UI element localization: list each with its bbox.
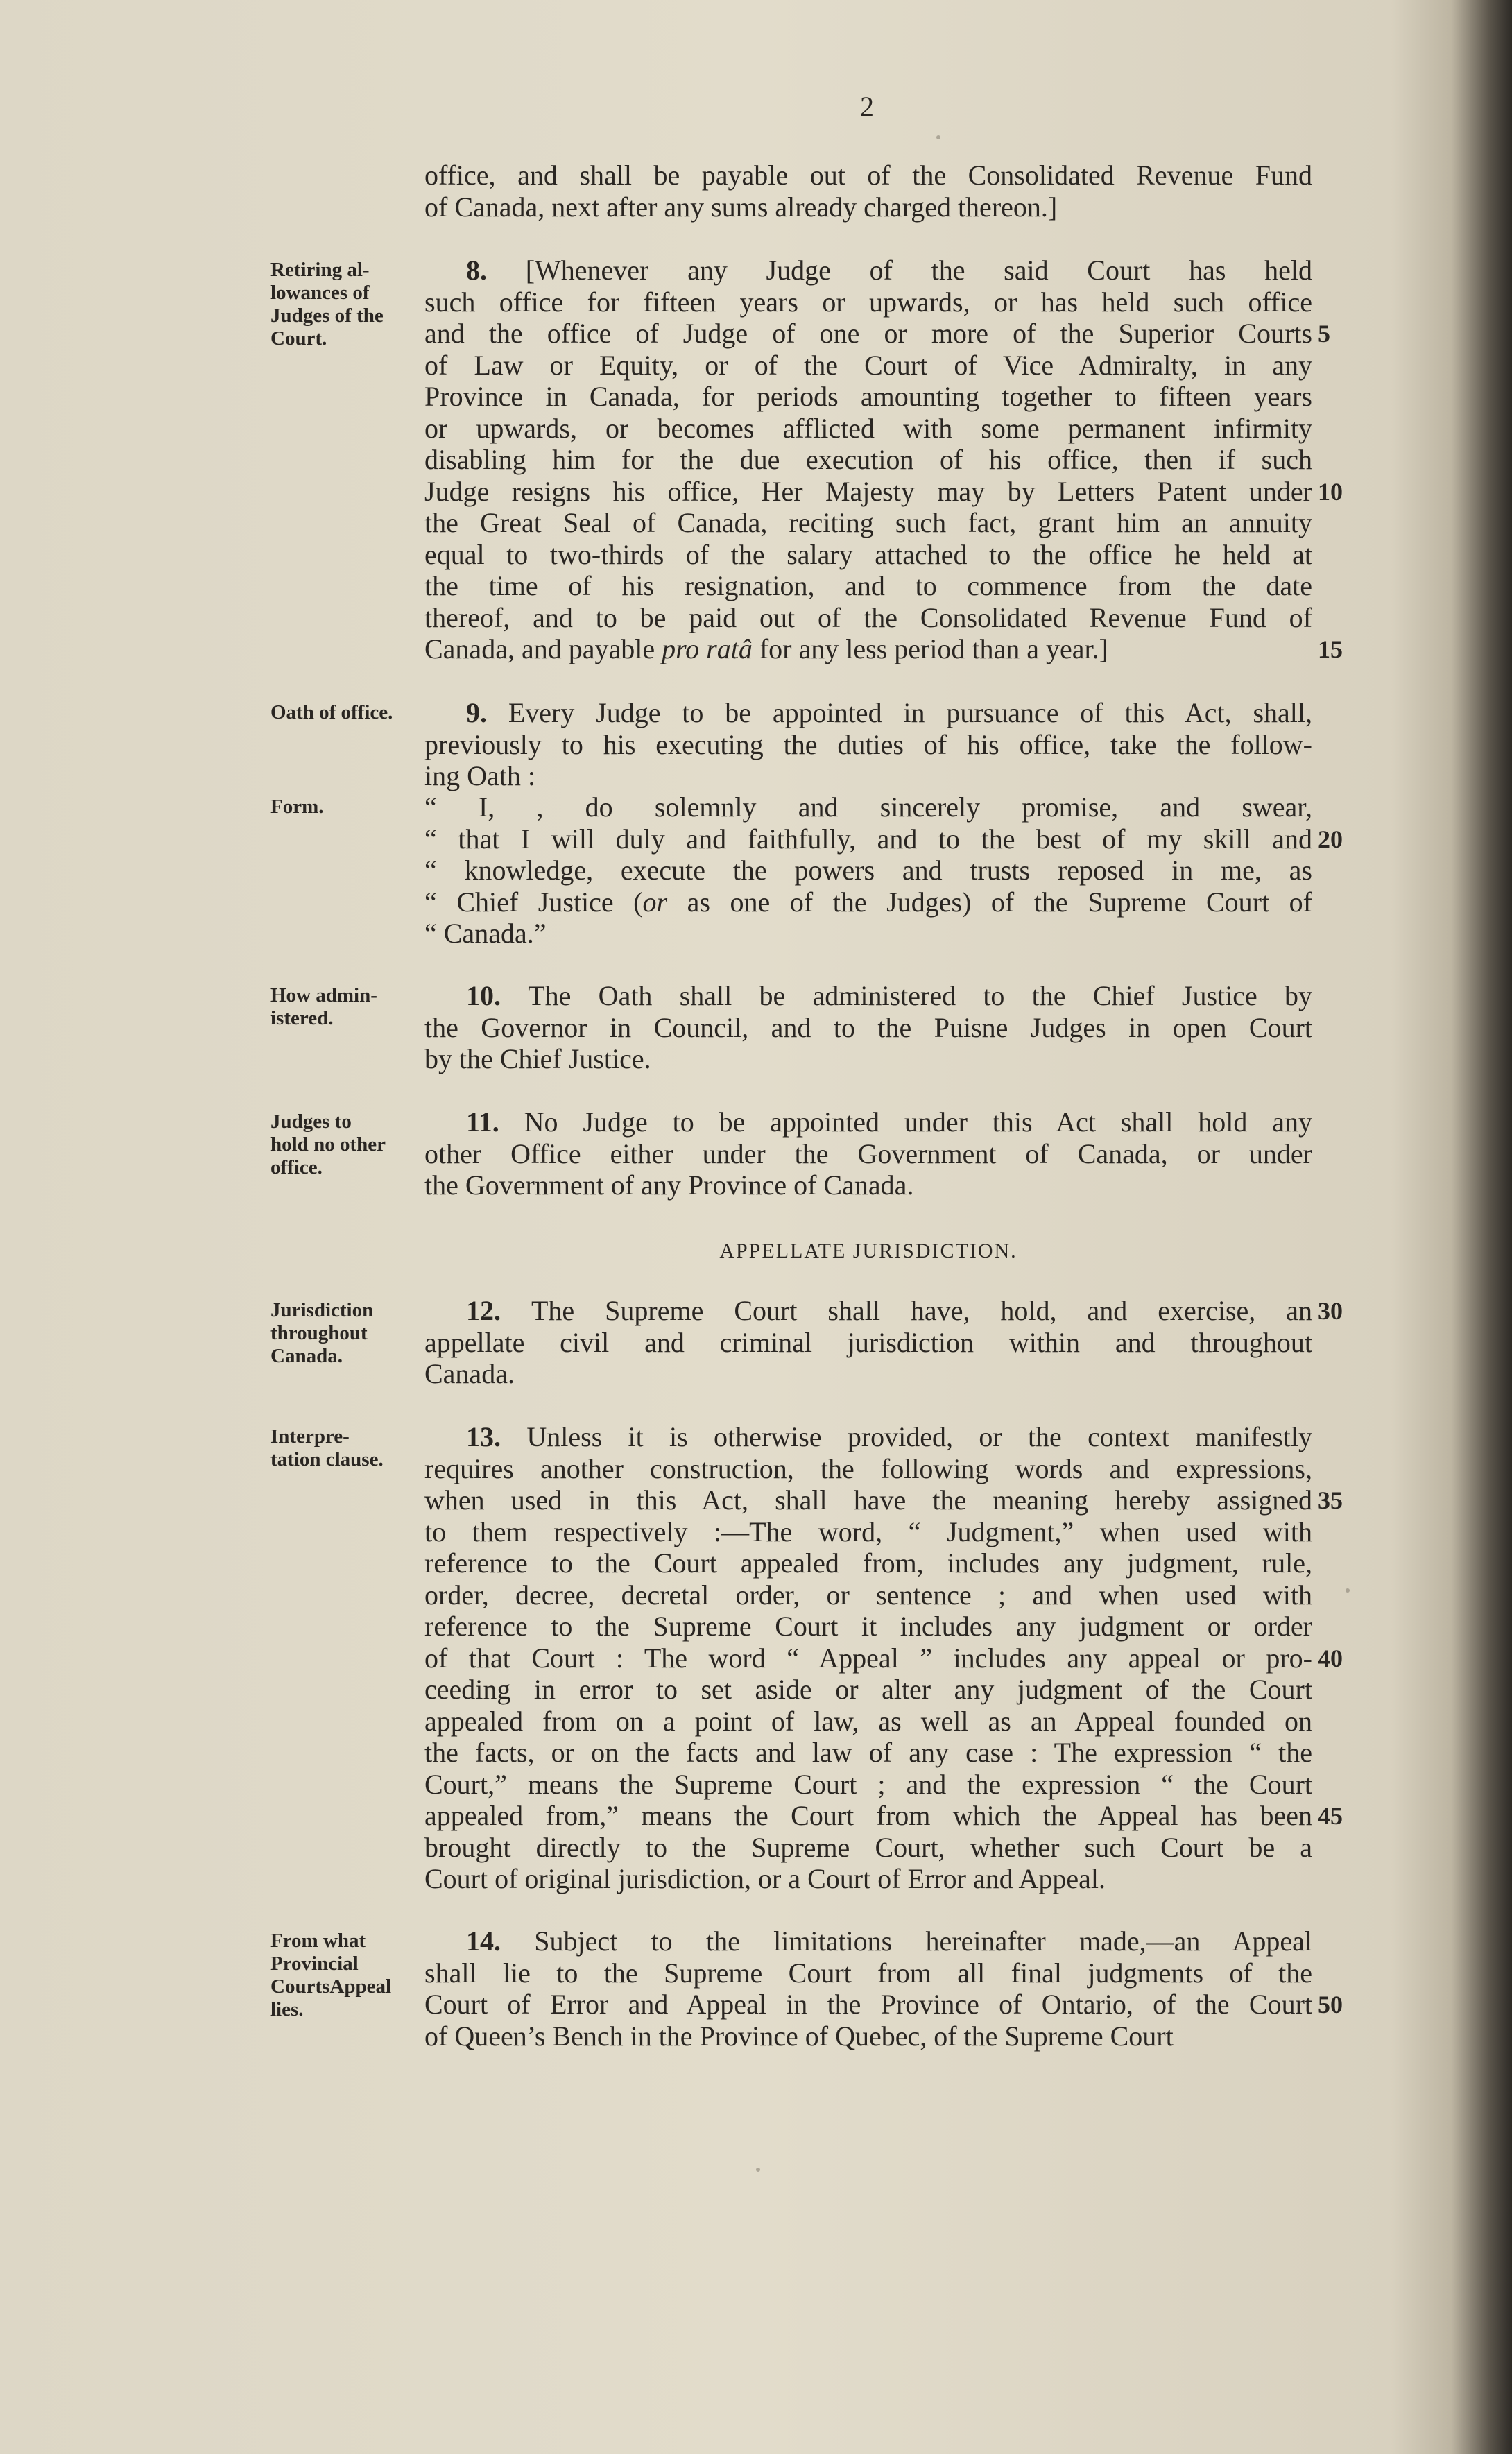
line-text: previously to his executing the duties of his office, take the follow- <box>424 728 1312 760</box>
margin-note-line: Oath of office. <box>270 701 393 723</box>
text-line <box>424 286 1312 318</box>
section-number: 12. <box>466 1295 531 1326</box>
line-text: “ that I will duly and faithfully, and to the best of my skill and <box>424 823 1312 855</box>
text-line <box>424 1169 1312 1201</box>
text-line <box>424 381 1312 413</box>
margin-note-line: throughout <box>270 1322 368 1344</box>
paragraph-b12 <box>424 1295 1312 1390</box>
text-line <box>424 1516 1312 1548</box>
paragraph-b0 <box>424 160 1312 223</box>
text-line <box>424 633 1312 665</box>
margin-note-line: Judges to <box>270 1110 352 1133</box>
text-line <box>424 1642 1312 1674</box>
text-line <box>424 760 1312 792</box>
line-text: of that Court : The word “ Appeal ” includes any appeal or pro- <box>424 1642 1312 1674</box>
line-text: ing Oath : <box>424 760 535 791</box>
text-line <box>424 507 1312 539</box>
line-text: “ I, , do solemnly and sincerely promise, and swear, <box>424 791 1312 823</box>
line-text: The Oath shall be administered to the Chief Justice by <box>528 980 1313 1011</box>
line-text: the Governor in Council, and to the Puisne Judges in open Court <box>424 1011 1312 1043</box>
margin-note-line: tation clause. <box>270 1448 384 1470</box>
margin-note-line: Jurisdiction <box>270 1299 374 1321</box>
line-text: The Supreme Court shall have, hold, and exercise, an <box>531 1295 1312 1326</box>
line-text: the facts, or on the facts and law of any case : The expression “ the <box>424 1737 1312 1768</box>
margin-note <box>270 984 430 1030</box>
paragraph-b8 <box>424 255 1312 665</box>
text-line <box>424 1989 1312 2020</box>
margin-note-line: How admin- <box>270 984 377 1006</box>
text-line <box>424 823 1312 855</box>
text-line <box>424 539 1312 571</box>
margin-note-line: From what <box>270 1930 366 1952</box>
line-text: ceeding in error to set aside or alter any judgment of the Court <box>424 1674 1312 1705</box>
paragraph-b11 <box>424 1106 1312 1201</box>
line-number: 15 <box>1318 635 1343 663</box>
text-line <box>424 160 1312 191</box>
paragraph-b13 <box>424 1421 1312 1895</box>
line-text: “ Chief Justice (or as one of the Judges) of the Supreme Court of <box>424 886 1312 918</box>
paper-mark <box>936 135 940 139</box>
margin-note <box>270 796 430 818</box>
line-number: 45 <box>1318 1802 1343 1830</box>
text-line <box>424 1295 1312 1327</box>
margin-note-line: lowances of <box>270 282 370 304</box>
text-line <box>424 1358 1312 1390</box>
margin-note-line: Provincial <box>270 1953 359 1975</box>
text-line <box>424 1043 1312 1075</box>
text-line <box>424 918 1312 950</box>
section-number: 8. <box>466 255 526 286</box>
text-line <box>424 1547 1312 1579</box>
text-line <box>424 1484 1312 1516</box>
line-text: requires another construction, the following words and expressions, <box>424 1452 1312 1484</box>
margin-note <box>270 1110 430 1179</box>
text-line <box>424 1138 1312 1170</box>
text-line <box>424 729 1312 761</box>
text-line <box>424 255 1312 286</box>
line-text: No Judge to be appointed under this Act shall hold any <box>524 1106 1313 1138</box>
line-text: when used in this Act, shall have the meaning hereby assigned <box>424 1484 1312 1516</box>
margin-note-line: Canada. <box>270 1345 343 1367</box>
text-line <box>424 1421 1312 1453</box>
text-line <box>424 570 1312 602</box>
paragraph-bform <box>424 791 1312 950</box>
margin-note <box>270 1425 430 1471</box>
text-line <box>424 1863 1312 1895</box>
paper-mark <box>756 2168 760 2172</box>
text-line <box>424 1611 1312 1642</box>
section-number: 10. <box>466 980 529 1011</box>
text-line <box>424 1832 1312 1864</box>
paragraph-b10 <box>424 980 1312 1075</box>
text-line <box>424 1106 1312 1138</box>
text-line <box>424 1012 1312 1044</box>
line-text: appealed from on a point of law, as well as an Appeal founded on <box>424 1705 1312 1737</box>
line-text: Canada. <box>424 1358 515 1389</box>
text-line <box>424 1706 1312 1737</box>
line-text: of Law or Equity, or of the Court of Vice Admiralty, in any <box>424 349 1312 381</box>
text-line <box>424 1769 1312 1801</box>
margin-note <box>270 1299 430 1368</box>
line-text: [Whenever any Judge of the said Court has held <box>525 255 1313 286</box>
line-text: by the Chief Justice. <box>424 1043 651 1074</box>
text-line <box>424 791 1312 823</box>
line-text: Court of Error and Appeal in the Province of Ontario, of the Court <box>424 1989 1312 2020</box>
text-line <box>424 191 1312 223</box>
line-text: of Queen’s Bench in the Province of Quebec, of the Supreme Court <box>424 2020 1174 2052</box>
margin-note-line: Interpre- <box>270 1425 350 1448</box>
line-text: such office for fifteen years or upwards, or has held such office <box>424 286 1312 318</box>
text-line <box>424 350 1312 381</box>
line-text: appellate civil and criminal jurisdiction within and throughout <box>424 1326 1312 1358</box>
line-number: 30 <box>1318 1297 1343 1325</box>
line-number: 35 <box>1318 1486 1343 1514</box>
margin-note-line: Retiring al- <box>270 259 370 281</box>
line-text: “ Canada.” <box>424 918 547 949</box>
line-text: disabling him for the due execution of his office, then if such <box>424 444 1312 475</box>
text-line <box>424 1579 1312 1611</box>
section-number: 13. <box>466 1421 527 1452</box>
line-text: the Great Seal of Canada, reciting such fact, grant him an annuity <box>424 507 1312 538</box>
text-line <box>424 1674 1312 1706</box>
line-text: Every Judge to be appointed in pursuance of this Act, shall, <box>508 697 1312 728</box>
section-number: 9. <box>466 697 508 728</box>
line-text: brought directly to the Supreme Court, whether such Court be a <box>424 1831 1312 1863</box>
line-text: to them respectively :—The word, “ Judgment,” when used with <box>424 1516 1312 1547</box>
line-text: Unless it is otherwise provided, or the context manifestly <box>526 1421 1313 1452</box>
text-line <box>424 1800 1312 1832</box>
line-text: Judge resigns his office, Her Majesty may by Letters Patent under <box>424 475 1312 507</box>
line-text: or upwards, or becomes afflicted with some permanent infirmity <box>424 412 1312 444</box>
line-text: of Canada, next after any sums already charged thereon.] <box>424 191 1058 223</box>
text-line <box>424 1737 1312 1769</box>
line-number: 20 <box>1318 825 1343 853</box>
margin-note <box>270 701 430 724</box>
margin-note-line: Form. <box>270 796 324 818</box>
page-number: 2 <box>860 91 874 122</box>
line-text: and the office of Judge of one or more of the Superior Courts <box>424 318 1312 349</box>
line-text: the time of his resignation, and to commence from the date <box>424 570 1312 601</box>
line-text: reference to the Supreme Court it includes any judgment or order <box>424 1611 1312 1642</box>
line-number: 40 <box>1318 1644 1343 1672</box>
text-line <box>424 318 1312 350</box>
section-number: 14. <box>466 1925 535 1957</box>
line-text: “ knowledge, execute the powers and trusts reposed in me, as <box>424 855 1312 886</box>
line-text: Court,” means the Supreme Court ; and the expression “ the Court <box>424 1768 1312 1800</box>
line-text: other Office either under the Government of Canada, or under <box>424 1138 1312 1169</box>
margin-note <box>270 259 430 350</box>
line-text: Subject to the limitations hereinafter made,—an Appeal <box>534 1925 1313 1957</box>
text-line <box>424 1925 1312 1957</box>
line-text: the Government of any Province of Canada. <box>424 1169 914 1201</box>
line-text: equal to two-thirds of the salary attached to the office he held at <box>424 538 1312 570</box>
text-line <box>424 476 1312 508</box>
line-text: appealed from,” means the Court from which the Appeal has been <box>424 1800 1312 1831</box>
paper-mark <box>1346 1588 1350 1593</box>
text-line <box>424 413 1312 445</box>
text-line <box>424 602 1312 634</box>
text-line <box>424 444 1312 476</box>
section-number: 11. <box>466 1106 524 1138</box>
line-text: Court of original jurisdiction, or a Court of Error and Appeal. <box>424 1863 1106 1894</box>
text-line <box>424 2020 1312 2052</box>
margin-note-line: Court. <box>270 327 327 350</box>
line-text: office, and shall be payable out of the Consolidated Revenue Fund <box>424 160 1312 191</box>
line-number: 50 <box>1318 1991 1343 2018</box>
paragraph-b14 <box>424 1925 1312 2052</box>
text-line <box>424 1327 1312 1359</box>
margin-note-line: office. <box>270 1156 323 1178</box>
line-text: reference to the Court appealed from, includes any judgment, rule, <box>424 1547 1312 1579</box>
text-line <box>424 697 1312 729</box>
margin-note-line: Judges of the <box>270 304 384 327</box>
text-line <box>424 1453 1312 1485</box>
line-text: order, decree, decretal order, or sentence ; and when used with <box>424 1579 1312 1611</box>
line-text: thereof, and to be paid out of the Consolidated Revenue Fund of <box>424 601 1312 633</box>
margin-note-line: hold no other <box>270 1133 386 1156</box>
line-number: 10 <box>1318 477 1343 506</box>
line-text: shall lie to the Supreme Court from all final judgments of the <box>424 1957 1312 1989</box>
paragraph-b9 <box>424 697 1312 792</box>
section-heading: APPELLATE JURISDICTION. <box>719 1239 1017 1262</box>
margin-note-line: CourtsAppeal <box>270 1975 392 1998</box>
margin-note-line: lies. <box>270 1998 304 2020</box>
line-number: 5 <box>1318 320 1330 347</box>
line-text: Province in Canada, for periods amounting together to fifteen years <box>424 381 1312 412</box>
text-line <box>424 1957 1312 1989</box>
text-line <box>424 855 1312 886</box>
text-line <box>424 886 1312 918</box>
margin-note-line: istered. <box>270 1007 334 1029</box>
margin-note <box>270 1930 430 2021</box>
line-text: Canada, and payable pro ratâ for any less period than a year.] <box>424 633 1108 664</box>
text-line <box>424 980 1312 1012</box>
